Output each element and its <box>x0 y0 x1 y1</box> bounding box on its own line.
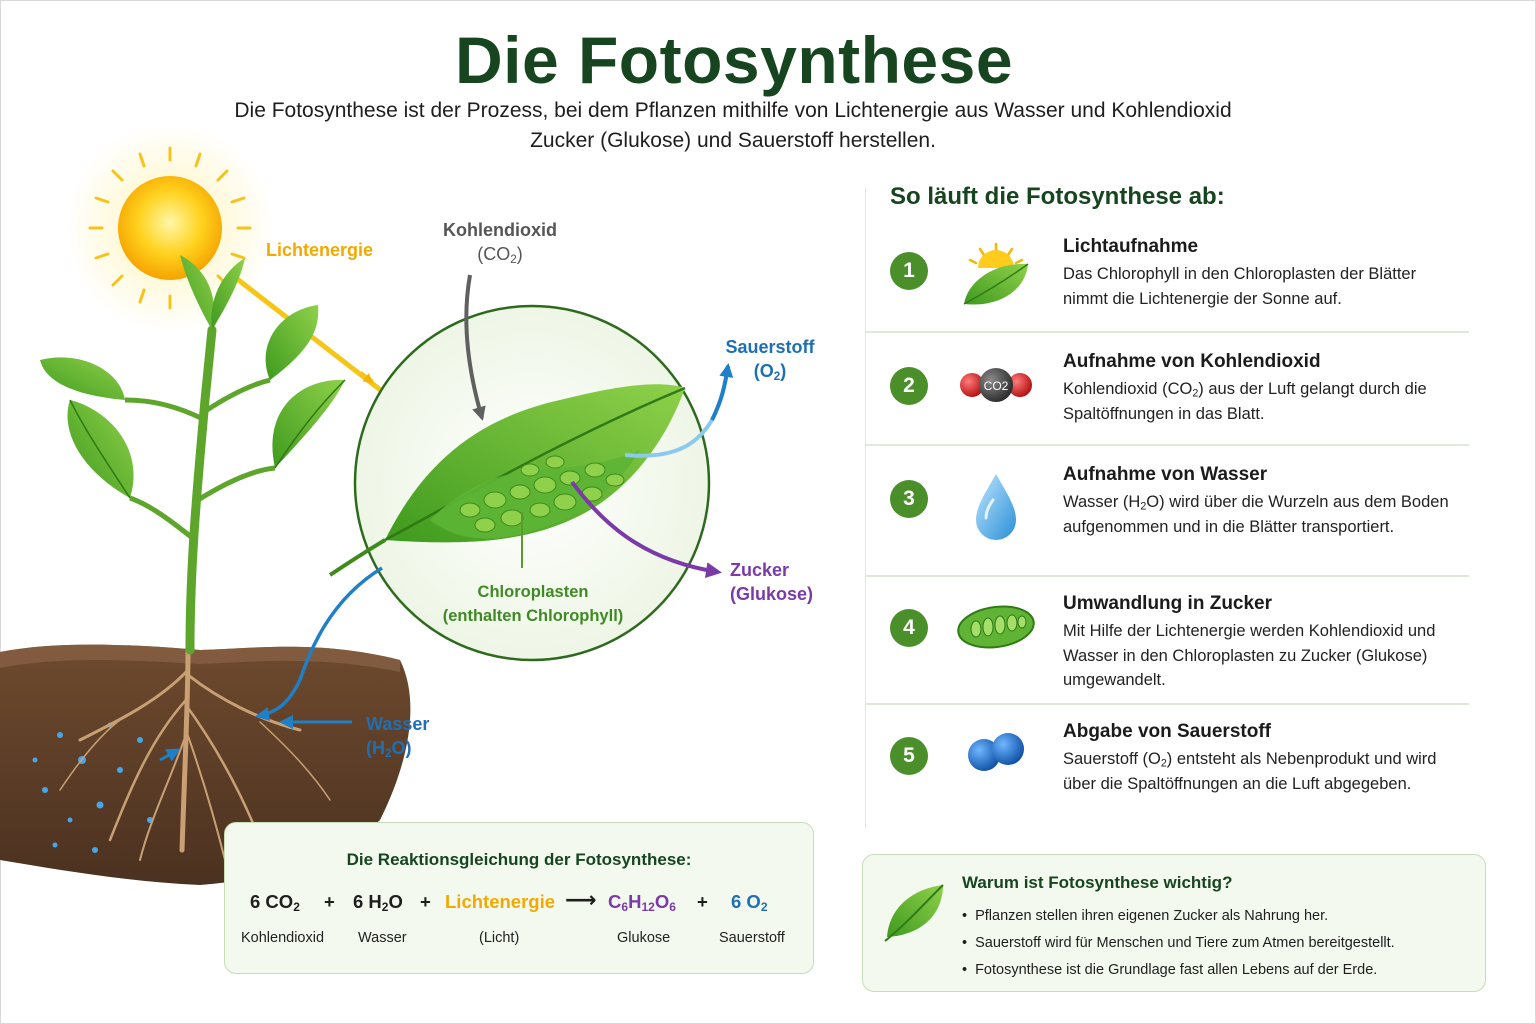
eq-glu-c: C <box>608 891 622 912</box>
eq-glu-o: O <box>654 891 670 912</box>
o2-formula-close: ) <box>780 361 787 381</box>
o2-formula-open: (O <box>753 361 774 381</box>
step-text <box>1063 747 1463 796</box>
co2-label-name: Kohlendioxid <box>443 220 557 240</box>
chloroplast-label-name: Chloroplasten <box>477 583 589 601</box>
step-separator <box>866 444 1469 446</box>
step-title: Abgabe von Sauerstoff <box>1063 721 1271 742</box>
equation-plus: + <box>324 891 335 912</box>
list-item: • Fotosynthese ist die Grundlage fast allen Lebens auf der Erde. <box>962 957 1395 984</box>
step-number: 4 <box>890 609 928 647</box>
list-item: • Pflanzen stellen ihren eigenen Zucker als Nahrung her. <box>962 903 1395 930</box>
sugar-label <box>730 558 813 606</box>
why-title: Warum ist Fotosynthese wichtig? <box>962 873 1233 892</box>
co2-label-formula <box>440 242 560 266</box>
water-label <box>366 712 429 760</box>
equation-label-glucose: Glukose <box>617 930 671 946</box>
equation-label-light: (Licht) <box>479 930 520 946</box>
why-box <box>862 854 1486 992</box>
step-title: Lichtaufnahme <box>1063 236 1199 257</box>
list-item: • Sauerstoff wird für Menschen und Tiere zum Atmen bereitgestellt. <box>962 930 1395 957</box>
water-formula-sub: 2 <box>385 746 392 760</box>
step-text-b: O) wird über die Wurzeln aus dem Boden aufgenommen und in die Blätter transportiert. <box>1063 493 1449 536</box>
chloroplast-icon <box>956 597 1036 677</box>
water-drop-icon <box>956 468 1036 548</box>
step-title: Umwandlung in Zucker <box>1063 593 1273 614</box>
equation-box <box>224 822 814 974</box>
eq-co2-sub: 2 <box>293 900 300 914</box>
eq-h2o-pre: 6 H <box>353 891 382 912</box>
equation-light: Lichtenergie <box>445 891 555 912</box>
step-number: 3 <box>890 480 928 518</box>
sugar-label-detail: (Glukose) <box>730 584 814 604</box>
o2-label <box>715 335 825 383</box>
o2-formula-sub: 2 <box>773 369 781 383</box>
sun-icon <box>65 123 275 333</box>
step-number: 2 <box>890 367 928 405</box>
equation-label-o2: Sauerstoff <box>719 930 785 946</box>
step-text <box>1063 490 1463 539</box>
chloroplast-label <box>420 580 646 628</box>
step-number: 5 <box>890 737 928 775</box>
step-text-b: ) entsteht als Nebenprodukt und wird über die Spaltöffnungen an die Luft abgegeben. <box>1063 750 1437 793</box>
equation-glucose <box>608 891 676 913</box>
step-text-b: ) aus der Luft gelangt durch die Spaltöffnungen in das Blatt. <box>1063 380 1427 423</box>
why-list <box>962 903 1395 984</box>
step-text-sub: 2 <box>1192 387 1199 400</box>
intro-line-2: Zucker (Glukose) und Sauerstoff herstellen. <box>530 129 936 152</box>
light-label: Lichtenergie <box>266 240 374 260</box>
step-separator <box>866 331 1469 333</box>
co2-icon-text: CO2 <box>983 379 1009 393</box>
co2-label <box>440 218 560 266</box>
co2-formula-sub: 2 <box>510 252 517 266</box>
steps-title: So läuft die Fotosynthese ab: <box>890 183 1225 210</box>
chloroplast-label-detail: (enthalten Chlorophyll) <box>442 607 624 625</box>
sugar-label-name: Zucker <box>730 560 790 580</box>
eq-glu-o-sub: 6 <box>669 900 676 914</box>
equation-o2 <box>731 891 768 913</box>
eq-glu-h: H <box>628 891 642 912</box>
co2-formula-open: (CO <box>477 244 511 264</box>
equation-plus: + <box>420 891 431 912</box>
equation-label-co2: Kohlendioxid <box>241 930 325 946</box>
sun-leaf-icon <box>956 240 1036 320</box>
step-text <box>1063 377 1463 426</box>
co2-formula-close: ) <box>516 244 523 264</box>
step-text-a: Kohlendioxid (CO <box>1063 380 1193 398</box>
eq-o2-main: 6 O <box>731 891 761 912</box>
step-number: 1 <box>890 252 928 290</box>
equation-label-h2o: Wasser <box>358 930 407 946</box>
step-title: Aufnahme von Kohlendioxid <box>1063 351 1321 372</box>
step-text-a: Sauerstoff (O <box>1063 750 1161 768</box>
equation-co2 <box>250 891 300 913</box>
step-separator <box>866 575 1469 577</box>
o2-label-formula <box>715 359 825 383</box>
step-text-sub: 2 <box>1140 500 1147 513</box>
eq-o2-sub: 2 <box>760 900 768 914</box>
step-text: Das Chlorophyll in den Chloroplasten der Blätter nimmt die Lichtenergie der Sonne auf. <box>1063 265 1417 308</box>
o2-molecule-icon <box>956 725 1036 805</box>
eq-h2o-sub: 2 <box>381 900 389 914</box>
o2-label-name: Sauerstoff <box>725 337 815 357</box>
step-separator <box>866 703 1469 705</box>
water-formula-close: O) <box>391 738 412 758</box>
page-title: Die Fotosynthese <box>454 23 1014 97</box>
equation-h2o <box>353 891 403 913</box>
steps-divider <box>865 188 866 828</box>
equation-arrow: ⟶ <box>565 887 597 912</box>
eq-co2-main: 6 CO <box>250 891 294 912</box>
step-text: Mit Hilfe der Lichtenergie werden Kohlendioxid und Wasser in den Chloroplasten zu Zucker (Glukose) umgewandelt. <box>1063 622 1436 689</box>
co2-molecule-icon <box>956 355 1036 435</box>
eq-glu-h-sub: 12 <box>641 900 655 914</box>
equation-title: Die Reaktionsgleichung der Fotosynthese: <box>346 850 692 869</box>
water-formula-open: (H <box>366 738 385 758</box>
equation-plus: + <box>697 891 708 912</box>
water-label-name: Wasser <box>366 714 430 734</box>
eq-h2o-post: O <box>388 891 403 912</box>
step-title: Aufnahme von Wasser <box>1063 464 1268 485</box>
water-label-formula <box>366 736 429 760</box>
leaf-icon <box>881 875 947 945</box>
step-text-a: Wasser (H <box>1063 493 1141 511</box>
intro-line-1: Die Fotosynthese ist der Prozess, bei dem Pflanzen mithilfe von Lichtenergie aus Wasser und Kohlendioxid <box>234 99 1232 122</box>
step-text-sub: 2 <box>1160 757 1167 770</box>
eq-glu-c-sub: 6 <box>621 900 629 914</box>
